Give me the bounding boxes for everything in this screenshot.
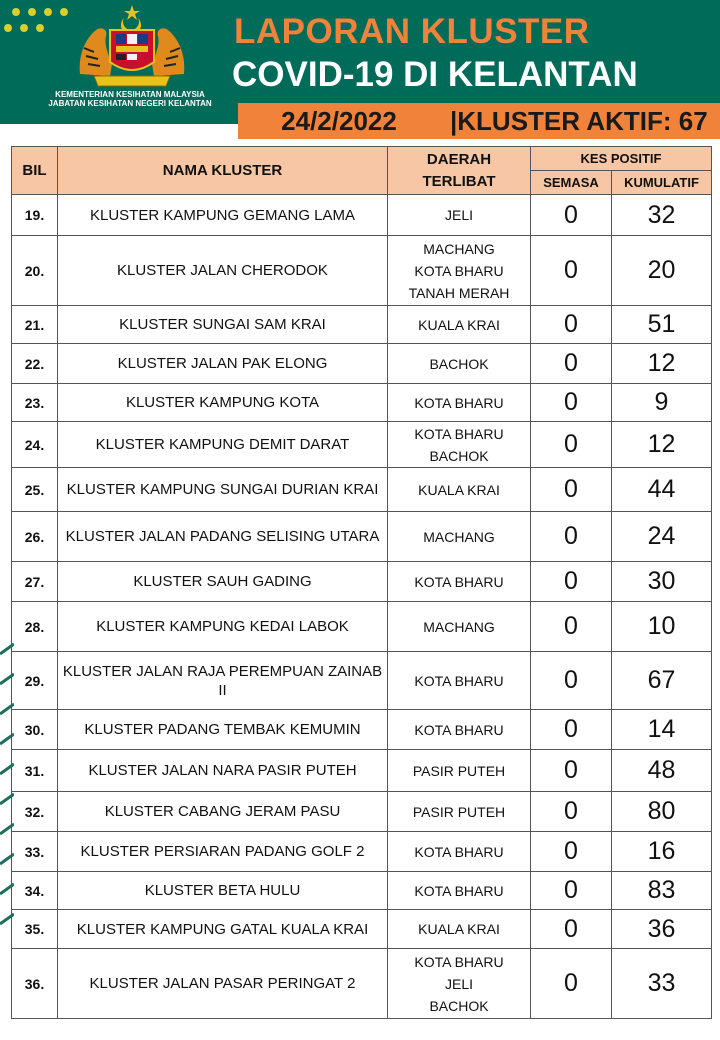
cell-daerah (388, 792, 531, 832)
cell-bil: 33. (12, 832, 58, 872)
cell-nama-kluster: KLUSTER KAMPUNG KOTA (58, 384, 388, 422)
cell-kumulatif: 83 (612, 872, 712, 910)
table-row (12, 562, 712, 602)
cell-kumulatif: 80 (612, 792, 712, 832)
table-row (12, 468, 712, 512)
cell-semasa: 0 (531, 306, 612, 344)
cell-daerah (388, 602, 531, 652)
malaysia-coat-of-arms-icon (72, 4, 192, 90)
cell-semasa: 0 (531, 652, 612, 710)
cell-bil: 26. (12, 512, 58, 562)
cell-semasa: 0 (531, 562, 612, 602)
cell-bil: 19. (12, 195, 58, 236)
header-bil: BIL (12, 147, 58, 195)
daerah-line: KOTA BHARU (414, 672, 504, 689)
cell-semasa: 0 (531, 832, 612, 872)
cell-daerah (388, 236, 531, 306)
cell-kumulatif: 30 (612, 562, 712, 602)
table-row (12, 195, 712, 236)
table-row (12, 422, 712, 468)
cell-bil: 24. (12, 422, 58, 468)
table-row (12, 792, 712, 832)
cell-nama-kluster: KLUSTER PERSIARAN PADANG GOLF 2 (58, 832, 388, 872)
table-row (12, 750, 712, 792)
active-cluster-count: |KLUSTER AKTIF: 67 (440, 103, 720, 139)
cell-daerah (388, 468, 531, 512)
daerah-line: KOTA BHARU (414, 953, 504, 970)
cell-nama-kluster: KLUSTER SAUH GADING (58, 562, 388, 602)
table-row (12, 236, 712, 306)
cell-kumulatif: 36 (612, 910, 712, 949)
cell-nama-kluster: KLUSTER JALAN CHERODOK (58, 236, 388, 306)
cell-bil: 35. (12, 910, 58, 949)
daerah-line: JELI (444, 207, 473, 223)
header-nama-kluster: NAMA KLUSTER (58, 147, 388, 195)
cell-nama-kluster: KLUSTER JALAN PAK ELONG (58, 344, 388, 384)
table-row (12, 832, 712, 872)
table-row (12, 710, 712, 750)
daerah-line: PASIR PUTEH (412, 803, 506, 820)
cell-bil: 31. (12, 750, 58, 792)
cell-daerah (388, 652, 531, 710)
cell-semasa: 0 (531, 422, 612, 468)
table-row (12, 872, 712, 910)
cell-nama-kluster: KLUSTER SUNGAI SAM KRAI (58, 306, 388, 344)
table-row (12, 306, 712, 344)
daerah-line: KUALA KRAI (418, 316, 500, 333)
cell-semasa: 0 (531, 344, 612, 384)
cell-bil: 36. (12, 949, 58, 1019)
cell-kumulatif: 16 (612, 832, 712, 872)
daerah-line: KUALA KRAI (418, 921, 500, 937)
cell-daerah (388, 195, 531, 236)
cell-daerah (388, 832, 531, 872)
cell-daerah (388, 422, 531, 468)
cell-bil: 29. (12, 652, 58, 710)
cell-bil: 27. (12, 562, 58, 602)
cell-bil: 20. (12, 236, 58, 306)
header-daerah-line2: TERLIBAT (422, 172, 496, 190)
daerah-line: KUALA KRAI (418, 481, 500, 498)
cell-semasa: 0 (531, 236, 612, 306)
cell-daerah (388, 512, 531, 562)
daerah-line: BACHOK (429, 997, 489, 1014)
cell-nama-kluster: KLUSTER KAMPUNG SUNGAI DURIAN KRAI (58, 468, 388, 512)
daerah-line: BACHOK (429, 447, 489, 464)
daerah-line: KOTA BHARU (414, 721, 504, 738)
cell-bil: 23. (12, 384, 58, 422)
daerah-line: MACHANG (423, 618, 495, 635)
cell-kumulatif: 51 (612, 306, 712, 344)
cell-nama-kluster: KLUSTER PADANG TEMBAK KEMUMIN (58, 710, 388, 750)
cell-bil: 32. (12, 792, 58, 832)
table-row (12, 910, 712, 949)
cell-daerah (388, 344, 531, 384)
decorative-dots (0, 4, 82, 34)
cell-bil: 25. (12, 468, 58, 512)
daerah-line: KOTA BHARU (414, 425, 504, 442)
cell-semasa: 0 (531, 792, 612, 832)
table-row (12, 602, 712, 652)
cluster-table (11, 146, 712, 1019)
cell-kumulatif: 48 (612, 750, 712, 792)
cell-kumulatif: 14 (612, 710, 712, 750)
daerah-line: PASIR PUTEH (412, 762, 506, 779)
cell-daerah (388, 949, 531, 1019)
cell-nama-kluster: KLUSTER JALAN PASAR PERINGAT 2 (58, 949, 388, 1019)
report-date: 24/2/2022 (238, 103, 440, 139)
agency-name-line2: JABATAN KESIHATAN NEGERI KELANTAN (48, 99, 212, 108)
cell-daerah (388, 562, 531, 602)
table-row (12, 652, 712, 710)
cell-kumulatif: 12 (612, 422, 712, 468)
daerah-line: KOTA BHARU (414, 843, 504, 860)
cell-semasa: 0 (531, 710, 612, 750)
cell-nama-kluster: KLUSTER CABANG JERAM PASU (58, 792, 388, 832)
cell-kumulatif: 32 (612, 195, 712, 236)
table-row (12, 344, 712, 384)
cell-semasa: 0 (531, 750, 612, 792)
cell-nama-kluster: KLUSTER BETA HULU (58, 872, 388, 910)
cell-daerah (388, 872, 531, 910)
cell-daerah (388, 306, 531, 344)
daerah-line: KOTA BHARU (414, 262, 504, 279)
cell-kumulatif: 12 (612, 344, 712, 384)
cell-semasa: 0 (531, 468, 612, 512)
daerah-line: MACHANG (423, 240, 495, 257)
cell-kumulatif: 24 (612, 512, 712, 562)
daerah-line: JELI (444, 975, 473, 992)
cell-nama-kluster: KLUSTER KAMPUNG KEDAI LABOK (58, 602, 388, 652)
cell-daerah (388, 750, 531, 792)
daerah-line: KOTA BHARU (414, 394, 504, 411)
cell-kumulatif: 10 (612, 602, 712, 652)
cell-nama-kluster: KLUSTER KAMPUNG DEMIT DARAT (58, 422, 388, 468)
agency-name-line1: KEMENTERIAN KESIHATAN MALAYSIA (55, 90, 205, 99)
cell-bil: 28. (12, 602, 58, 652)
header-kes-positif: KES POSITIF (531, 147, 712, 171)
cell-nama-kluster: KLUSTER JALAN RAJA PEREMPUAN ZAINAB II (58, 652, 388, 710)
daerah-line: MACHANG (423, 528, 495, 545)
cell-kumulatif: 44 (612, 468, 712, 512)
cell-kumulatif: 67 (612, 652, 712, 710)
cell-kumulatif: 9 (612, 384, 712, 422)
cell-daerah (388, 384, 531, 422)
cell-nama-kluster: KLUSTER JALAN PADANG SELISING UTARA (58, 512, 388, 562)
cell-semasa: 0 (531, 949, 612, 1019)
cell-nama-kluster: KLUSTER JALAN NARA PASIR PUTEH (58, 750, 388, 792)
cell-semasa: 0 (531, 602, 612, 652)
cell-bil: 30. (12, 710, 58, 750)
cell-kumulatif: 33 (612, 949, 712, 1019)
report-title-line1: LAPORAN KLUSTER (234, 12, 590, 51)
cell-bil: 22. (12, 344, 58, 384)
daerah-line: TANAH MERAH (408, 284, 510, 301)
header-kumulatif: KUMULATIF (612, 171, 712, 195)
cell-semasa: 0 (531, 910, 612, 949)
table-row (12, 384, 712, 422)
header-daerah-line1: DAERAH (426, 150, 492, 168)
table-row (12, 512, 712, 562)
cell-semasa: 0 (531, 384, 612, 422)
daerah-line: BACHOK (429, 355, 489, 372)
cell-daerah (388, 710, 531, 750)
cell-semasa: 0 (531, 512, 612, 562)
cell-semasa: 0 (531, 872, 612, 910)
cell-daerah (388, 910, 531, 949)
cell-kumulatif: 20 (612, 236, 712, 306)
daerah-line: KOTA BHARU (414, 882, 504, 899)
report-title-line2: COVID-19 DI KELANTAN (232, 55, 638, 94)
cell-bil: 21. (12, 306, 58, 344)
table-row (12, 949, 712, 1019)
cell-nama-kluster: KLUSTER KAMPUNG GATAL KUALA KRAI (58, 910, 388, 949)
header-semasa: SEMASA (531, 171, 612, 195)
daerah-line: KOTA BHARU (414, 573, 504, 590)
header-daerah-terlibat (388, 147, 531, 195)
cell-semasa: 0 (531, 195, 612, 236)
cell-bil: 34. (12, 872, 58, 910)
cell-nama-kluster: KLUSTER KAMPUNG GEMANG LAMA (58, 195, 388, 236)
